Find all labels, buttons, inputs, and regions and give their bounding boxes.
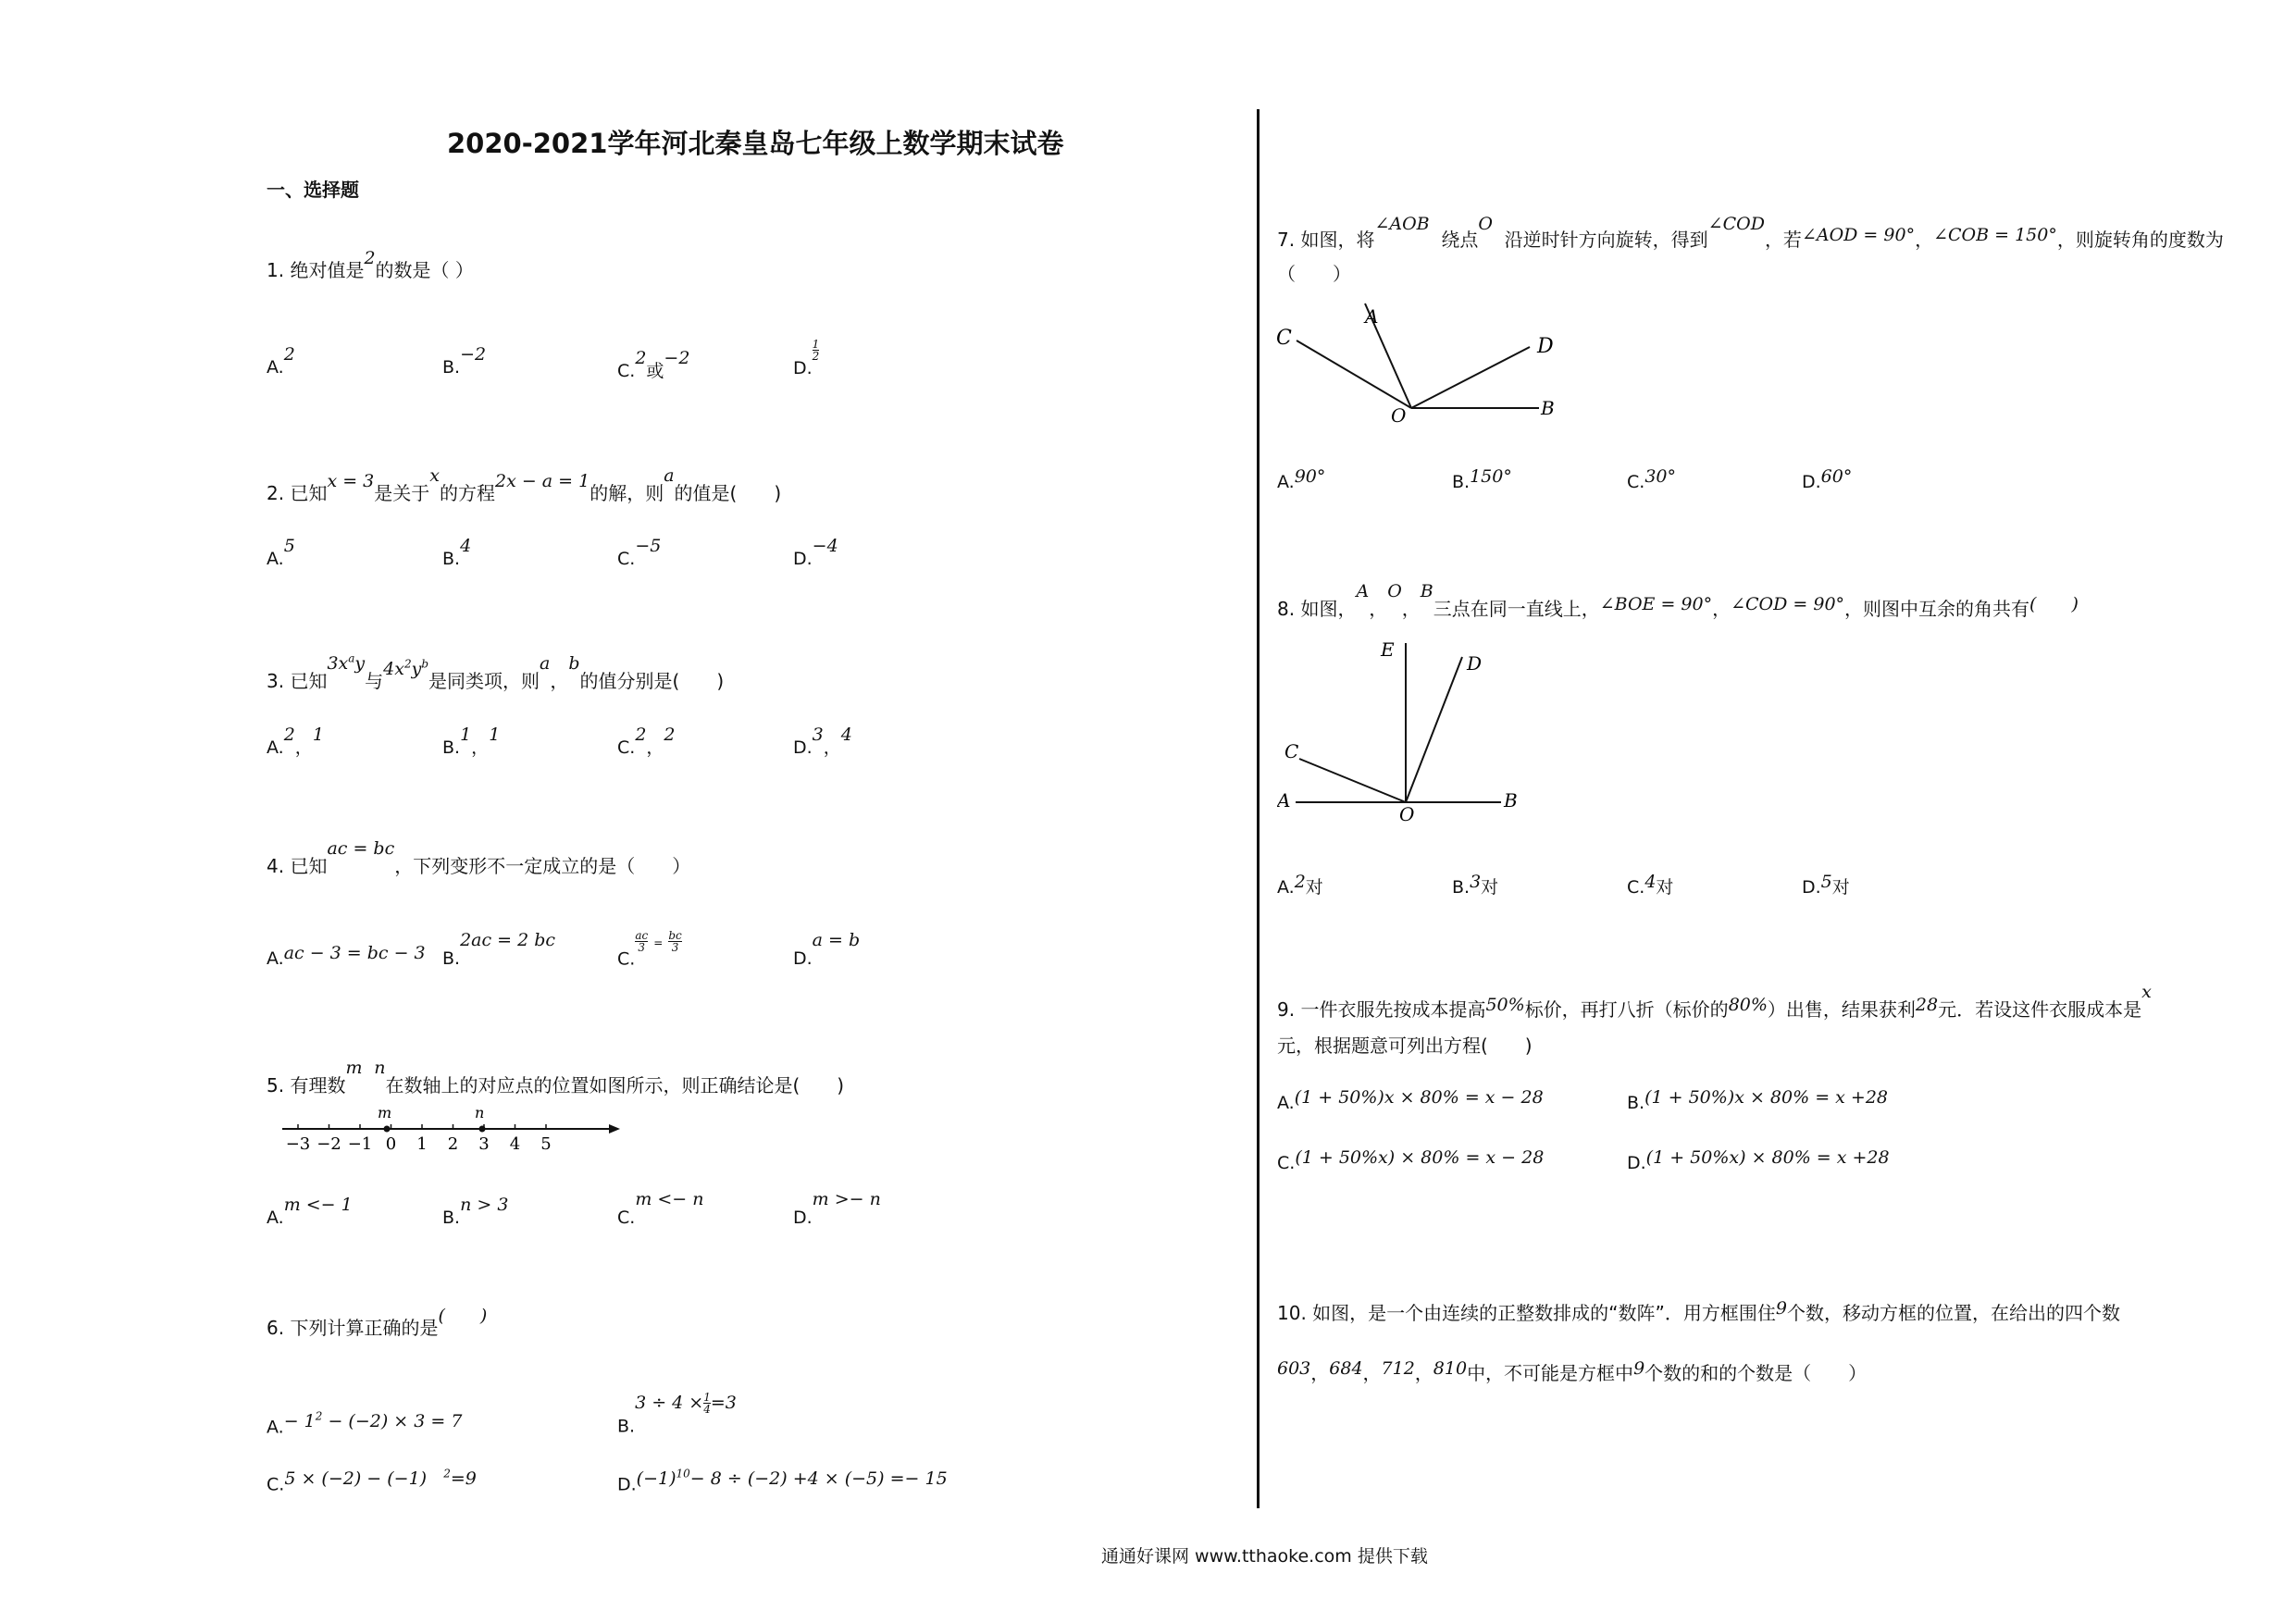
q4-option-c[interactable]: C. $\frac{ac}{3}$ = $\frac{bc}{3}$ — [617, 929, 682, 970]
axis-tick-label: 1 — [416, 1134, 428, 1154]
q4-option-d[interactable]: D.a = b — [793, 930, 861, 969]
question-9: 9. 一件衣服先按成本提高50%标价，再打八折（标价的80%）出售，结果获利28元．若设这件衣服成本是x — [1277, 982, 2152, 1021]
q9-option-b[interactable]: B.(1 + 50%)x × 80% = x +28 — [1627, 1087, 1889, 1113]
section-heading: 一、选择题 — [267, 179, 359, 201]
q5-option-d[interactable]: D.m >− n — [793, 1189, 881, 1228]
q1-option-a[interactable]: A.2 — [267, 344, 295, 378]
number-line-figure — [278, 1101, 629, 1157]
svg-text:A: A — [1277, 789, 1291, 812]
q6-option-c[interactable]: C.5 × (−2) − (−1) $^2$=9 — [267, 1468, 477, 1495]
q5-option-b[interactable]: B.n > 3 — [442, 1195, 509, 1228]
axis-tick-label: 5 — [540, 1134, 552, 1154]
q5-option-c[interactable]: C.m <− n — [617, 1189, 704, 1228]
q1-option-c[interactable]: C.2或−2 — [617, 348, 690, 381]
point-n-label: n — [475, 1104, 485, 1121]
q3-option-a[interactable]: A.2，1 — [267, 725, 324, 758]
question-6: 6. 下列计算正确的是( ) — [267, 1306, 488, 1339]
svg-text:C: C — [1285, 740, 1299, 762]
axis-tick-label: −3 — [285, 1134, 311, 1154]
q2-option-c[interactable]: C.−5 — [617, 536, 662, 569]
svg-text:O: O — [1399, 803, 1415, 825]
angle-figure-q7 — [1272, 294, 1569, 433]
question-4: 4. 已知ac = bc，下列变形不一定成立的是（ ） — [267, 838, 691, 877]
svg-text:O: O — [1391, 404, 1407, 427]
axis-tick-label: −1 — [347, 1134, 373, 1154]
q9-option-d[interactable]: D.(1 + 50%x) × 80% = x +28 — [1627, 1147, 1890, 1173]
q8-option-b[interactable]: B.3对 — [1452, 872, 1499, 898]
q4-option-b[interactable]: B.2ac = 2 bc — [442, 930, 556, 969]
question-7: 7. 如图，将∠AOB 绕点O 沿逆时针方向旋转，得到∠COD，若∠AOD = 90°，∠COB = 150°，则旋转角的度数为 — [1277, 214, 2224, 251]
question-5: 5. 有理数m n在数轴上的对应点的位置如图所示，则正确结论是( ) — [267, 1058, 845, 1096]
q2-option-d[interactable]: D.−4 — [793, 536, 838, 569]
question-3: 3. 已知$3x^ay$与$4x^2y^b$是同类项，则a，b的值分别是( ) — [267, 651, 725, 692]
svg-text:B: B — [1504, 789, 1518, 812]
q4-option-a[interactable]: A.ac − 3 = bc − 3 — [267, 943, 426, 969]
q9-option-c[interactable]: C.(1 + 50%x) × 80% = x − 28 — [1277, 1147, 1545, 1173]
axis-tick-label: 0 — [385, 1134, 397, 1154]
column-divider — [1257, 109, 1260, 1508]
axis-tick-label: 3 — [478, 1134, 490, 1154]
q2-option-b[interactable]: B.4 — [442, 536, 472, 569]
question-10-line2: 603，684，712，810中，不可能是方框中9个数的和的个数是（ ） — [1277, 1358, 1868, 1384]
question-1: 1. 绝对值是2的数是（ ） — [267, 248, 474, 281]
q7-option-d[interactable]: D.60° — [1802, 466, 1853, 492]
q8-option-c[interactable]: C.4对 — [1627, 872, 1674, 898]
point-n — [479, 1126, 486, 1133]
q8-option-a[interactable]: A.2对 — [1277, 872, 1323, 898]
q3-option-d[interactable]: D.3，4 — [793, 725, 852, 758]
q2-option-a[interactable]: A.5 — [267, 536, 295, 569]
axis-tick-label: 4 — [509, 1134, 521, 1154]
q7-option-b[interactable]: B.150° — [1452, 466, 1512, 492]
page-title: 2020-2021学年河北秦皇岛七年级上数学期末试卷 — [447, 128, 1064, 159]
svg-text:D: D — [1537, 335, 1554, 358]
svg-text:A: A — [1365, 305, 1379, 328]
q7-option-a[interactable]: A.90° — [1277, 466, 1326, 492]
question-9-line2: 元，根据题意可列出方程( ) — [1277, 1035, 1533, 1057]
q9-option-a[interactable]: A.(1 + 50%)x × 80% = x − 28 — [1277, 1087, 1544, 1113]
q6-option-d[interactable]: $D.(-1)^{10}- 8 \div (-2) +4 \times (-5) =- 15$ — [617, 1468, 948, 1495]
q1-option-d[interactable]: D. $\frac{1}{2}$ — [793, 338, 820, 378]
q1-option-b[interactable]: B.−2 — [442, 344, 487, 378]
svg-text:D: D — [1467, 652, 1483, 675]
question-7-paren: （ ） — [1277, 263, 1351, 285]
axis-tick-label: −2 — [316, 1134, 341, 1154]
question-2: 2. 已知x = 3是关于x的方程2x − a = 1的解，则a的值是( ) — [267, 465, 782, 504]
point-m — [384, 1126, 391, 1133]
q3-option-c[interactable]: C.2，2 — [617, 725, 676, 758]
footer-credit: 通通好课网 www.tthaoke.com 提供下载 — [1101, 1546, 1428, 1567]
q7-option-c[interactable]: C.30° — [1627, 466, 1676, 492]
point-m-label: m — [378, 1104, 392, 1121]
q6-option-a[interactable]: $A.- 1^2 - (-2) \times 3 = 7$ — [267, 1410, 463, 1438]
svg-text:C: C — [1276, 327, 1292, 350]
axis-tick-label: 2 — [447, 1134, 459, 1154]
question-10: 10. 如图，是一个由连续的正整数排成的“数阵”．用方框围住9个数，移动方框的位置，在给出的四个数 — [1277, 1298, 2120, 1324]
q6-option-b[interactable]: B.3 ÷ 4 × $\frac{1}{4}$ =3 — [617, 1391, 737, 1437]
angle-figure-q8 — [1277, 634, 1527, 828]
svg-text:B: B — [1541, 397, 1555, 419]
q5-option-a[interactable]: A.m <− 1 — [267, 1195, 353, 1228]
q8-option-d[interactable]: D.5对 — [1802, 872, 1850, 898]
question-8: 8. 如图，A，O，B三点在同一直线上，∠BOE = 90°，∠COD = 90°，则图中互余的角共有( ) — [1277, 581, 2079, 620]
svg-text:E: E — [1381, 638, 1395, 661]
q3-option-b[interactable]: B.1，1 — [442, 725, 501, 758]
